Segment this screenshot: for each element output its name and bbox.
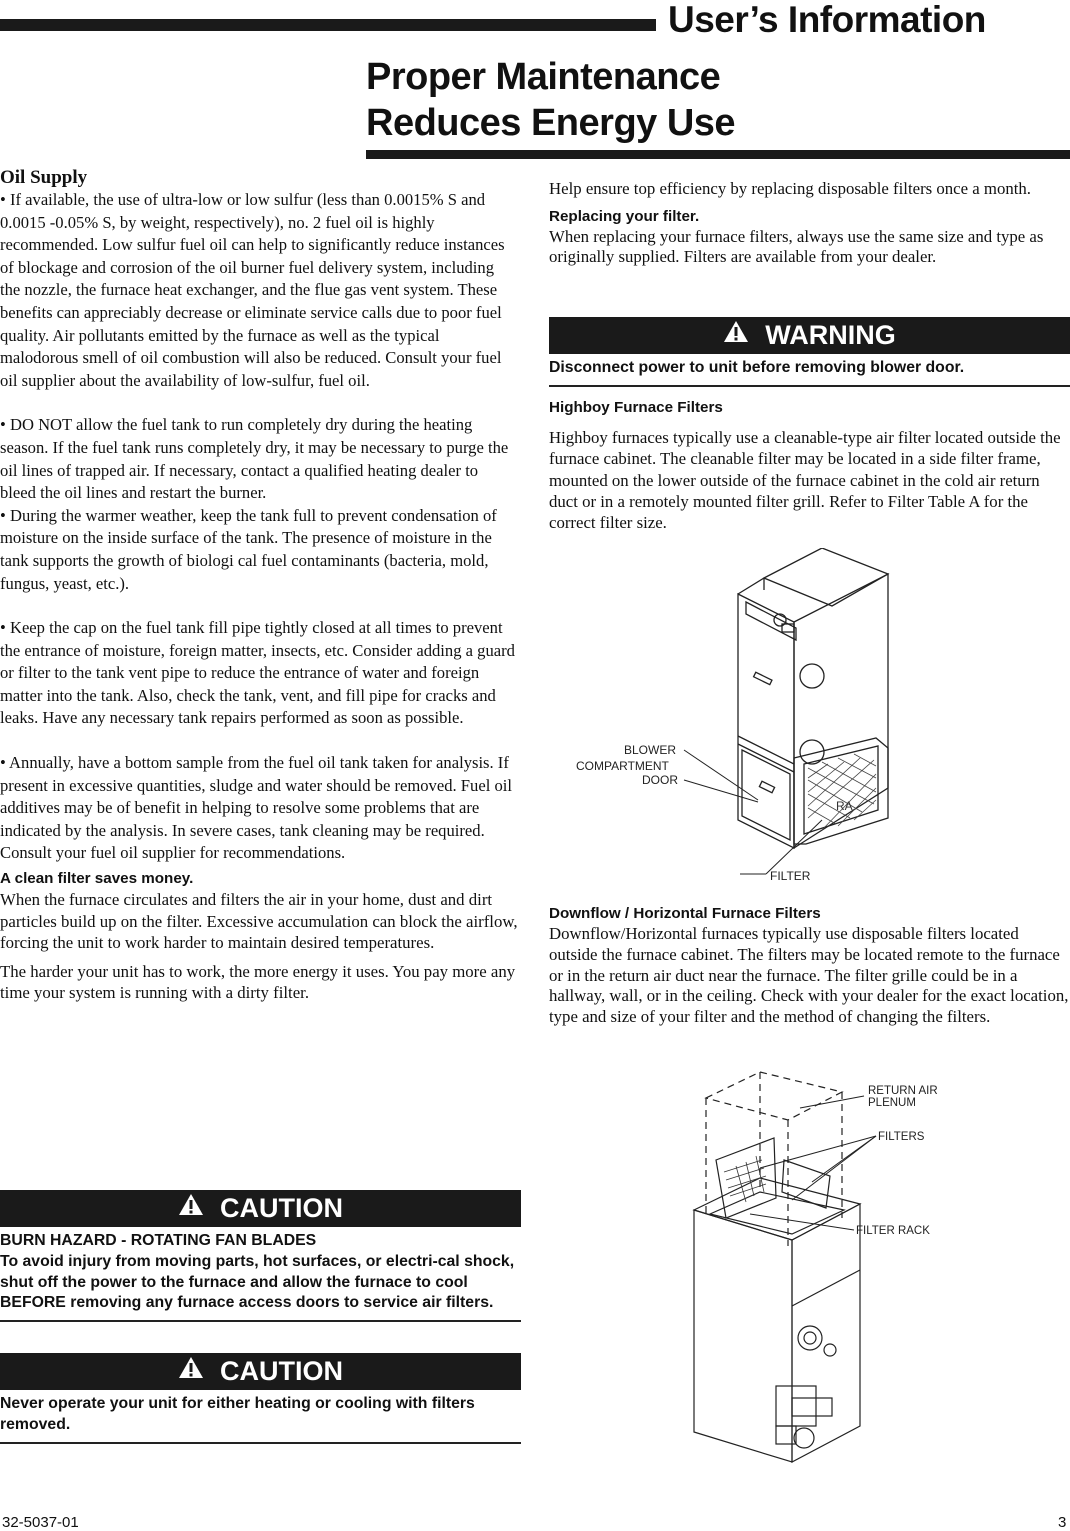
caution-banner-1 bbox=[0, 1190, 521, 1227]
oil-supply-paragraph-1: • If available, the use of ultra-low or low sulfur (less than 0.0015% S and 0.0015 -0.05% S, by weight, respectively), no. 2 fuel oil is highly recommended. Low sulfur fuel oil can help to significantly reduce instances of blockage and corrosion of the oil burner fuel delivery system, including the nozzle, the furnace heat exchanger, and the flue gas vent system. These benefits can appreciably decrease or eliminate service calls due to poor fuel quality. Air pollutants emitted by the furnace as well as the typical malodorous smell of oil combustion will also be reduced. Consult your fuel oil supplier about the availability of low-sulfur, fuel oil. bbox=[0, 190, 505, 390]
downflow-paragraph: Downflow/Horizontal furnaces typically use disposable filters located outside the furnace cabinet. The filters may be located remote to the furnace or in the return air duct near the furnace. The filter grille could be in a hallway, wall, or in the ceiling. Check with your dealer for the exact location, type and size of your filter and the method of changing the filters. bbox=[549, 924, 1069, 1027]
downflow-heading: Downflow / Horizontal Furnace Filters bbox=[549, 905, 821, 922]
warning-label: WARNING bbox=[765, 320, 896, 350]
page-title-line2: Reduces Energy Use bbox=[366, 102, 736, 144]
filter-rack-label: FILTER RACK bbox=[856, 1225, 930, 1237]
highboy-heading: Highboy Furnace Filters bbox=[549, 399, 723, 416]
warning-triangle-icon bbox=[178, 1352, 204, 1389]
blower-label-line3: DOOR bbox=[642, 773, 678, 787]
clean-filter-paragraph-1: When the furnace circulates and filters the air in your home, dust and dirt particles build up on the filter. Excessive accumulation can block the airflow, forcing the unit to work harder to maintain desired temperatures. bbox=[0, 890, 518, 953]
caution-banner-2 bbox=[0, 1353, 521, 1390]
filter-label: FILTER bbox=[770, 869, 811, 883]
oil-supply-paragraph-3: • During the warmer weather, keep the tank full to prevent condensation of moisture on the inside surface of the tank. The presence of moisture in the tank supports the growth of biologi cal fuel contaminants (bacteria, mold, fungus, yeast, etc.). bbox=[0, 505, 497, 593]
highboy-furnace-figure bbox=[560, 548, 980, 884]
replacing-paragraph: When replacing your furnace filters, always use the same size and type as originally supplied. Filters are available from your dealer. bbox=[549, 226, 1044, 266]
caution-1-heading: BURN HAZARD - ROTATING FAN BLADES bbox=[0, 1232, 317, 1249]
caution-1-rule bbox=[0, 1320, 521, 1322]
page-number: 3 bbox=[1058, 1514, 1067, 1531]
page-title-line1: Proper Maintenance bbox=[366, 56, 721, 98]
clean-filter-paragraph-2: The harder your unit has to work, the more energy it uses. You pay more any time your system is running with a dirty filter. bbox=[0, 961, 516, 1003]
section-title: User’s Information bbox=[668, 0, 986, 40]
oil-supply-paragraph-2: • DO NOT allow the fuel tank to run completely dry during the heating season. If the fuel tank runs completely dry, it may be necessary to purge the oil lines of trapped air. If necessary, contact a qualified heating dealer to bleed the oil lines and restart the burner. bbox=[0, 415, 509, 503]
doc-number: 32-5037-01 bbox=[2, 1514, 79, 1531]
clean-filter-heading: A clean filter saves money. bbox=[0, 870, 194, 888]
blower-label-line1: BLOWER bbox=[624, 743, 677, 757]
oil-supply-paragraph-4: • Keep the cap on the fuel tank fill pipe tightly closed at all times to prevent the entrance of moisture, foreign matter, insects, etc. Consider adding a guard or filter to the tank vent pipe to reduce the entrance of water and foreign matter into the tank. Also, check the tank, vent, and fill pipe for cracks and leaks. Have any necessary tank repairs performed as soon as possible. bbox=[0, 618, 515, 728]
return-air-label-line1: RETURN AIR bbox=[868, 1085, 938, 1097]
caution-box-2 bbox=[0, 1353, 521, 1444]
header-rule bbox=[0, 19, 656, 31]
filters-label: FILTERS bbox=[878, 1131, 925, 1143]
warning-triangle-icon bbox=[723, 316, 749, 353]
downflow-furnace-figure bbox=[680, 1068, 950, 1468]
warning-rule bbox=[549, 385, 1070, 387]
warning-text: Disconnect power to unit before removing blower door. bbox=[549, 359, 965, 376]
warning-triangle-icon bbox=[178, 1189, 204, 1226]
intro-paragraph: Help ensure top efficiency by replacing disposable filters once a month. bbox=[549, 179, 1031, 198]
title-rule bbox=[366, 150, 1070, 159]
ra-label: RA bbox=[836, 799, 853, 813]
warning-banner bbox=[549, 317, 1070, 354]
warning-box bbox=[549, 317, 1070, 387]
highboy-section bbox=[549, 398, 1070, 533]
right-column-top bbox=[549, 178, 1070, 268]
oil-supply-paragraph-5: • Annually, have a bottom sample from the fuel oil tank taken for analysis. If present in excessive quantities, sludge and water should be removed. Fuel oil additives may be of benefit in helping to resolve some problems that are indicated by the analysis. In severe cases, tank cleaning may be required. Consult your fuel oil supplier for recommendations. bbox=[0, 753, 512, 863]
page-title bbox=[366, 54, 735, 146]
oil-supply-heading: Oil Supply bbox=[0, 167, 88, 188]
replacing-heading: Replacing your filter. bbox=[549, 207, 700, 225]
blower-label-line2: COMPARTMENT bbox=[576, 759, 669, 773]
left-column bbox=[0, 167, 518, 1004]
caution-box-1 bbox=[0, 1190, 521, 1322]
caution-1-text: To avoid injury from moving parts, hot surfaces, or electri-cal shock, shut off the power to the furnace and allow the furnace to cool BEFORE removing any furnace access doors to service air filters. bbox=[0, 1252, 515, 1312]
caution-label-2: CAUTION bbox=[220, 1356, 343, 1386]
caution-label-1: CAUTION bbox=[220, 1193, 343, 1223]
highboy-paragraph: Highboy furnaces typically use a cleanable-type air filter located outside the furnace cabinet. The cleanable filter may be located in a side filter frame, mounted on the lower outside of the furnace cabinet in the cold air return duct or in a remotely mounted filter grill. Refer to Filter Table A for the correct filter size. bbox=[549, 428, 1061, 533]
return-air-label-line2: PLENUM bbox=[868, 1097, 916, 1109]
caution-2-text: Never operate your unit for either heating or cooling with filters removed. bbox=[0, 1395, 475, 1433]
downflow-section bbox=[549, 904, 1070, 1028]
caution-2-rule bbox=[0, 1442, 521, 1444]
